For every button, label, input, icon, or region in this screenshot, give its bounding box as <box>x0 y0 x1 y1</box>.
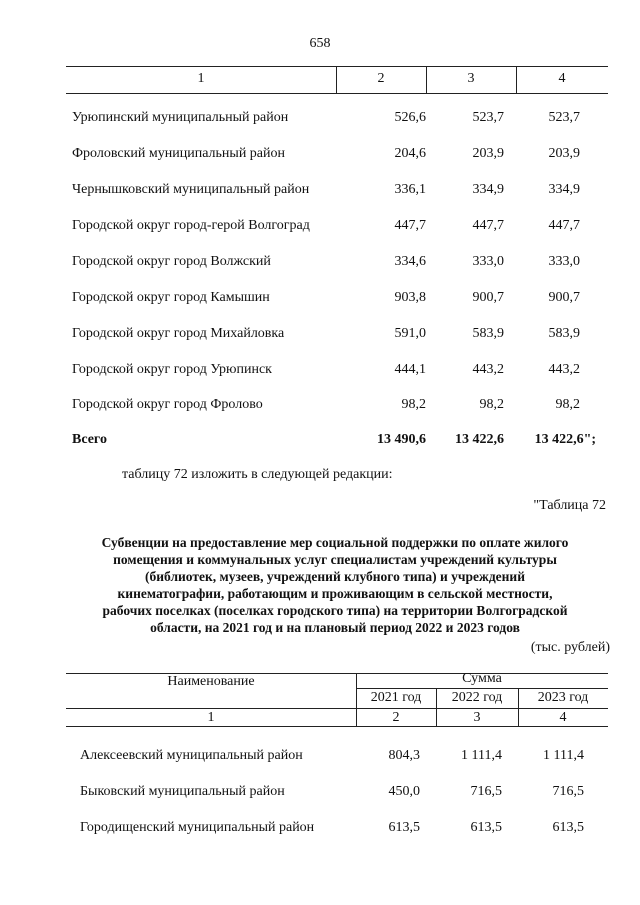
row-name: Городской округ город Урюпинск <box>72 362 272 377</box>
row-value-2023: 333,0 <box>548 254 580 269</box>
table-row <box>0 146 640 168</box>
row-value-2023: 98,2 <box>555 397 580 412</box>
row-value-2023: 447,7 <box>548 218 580 233</box>
page-number: 658 <box>309 36 331 51</box>
total-value-2021: 13 490,6 <box>377 432 426 447</box>
row-value-2023: 716,5 <box>552 784 584 799</box>
title-line: области, на 2021 год и на плановый период 2022 и 2023 годов <box>150 620 520 635</box>
row-value-2022: 583,9 <box>472 326 504 341</box>
table-row <box>0 218 640 240</box>
total-value-2022: 13 422,6 <box>455 432 504 447</box>
title-line: рабочих поселках (поселках городского типа) на территории Волгоградской <box>102 603 568 618</box>
table1-col-1: 1 <box>197 71 205 86</box>
table2-rule-years <box>66 708 608 709</box>
row-value-2021: 526,6 <box>394 110 426 125</box>
table1-col-4: 4 <box>558 71 566 86</box>
title-line: помещения и коммунальных услуг специалистам учреждений культуры <box>113 552 557 567</box>
title-line: (библиотек, музеев, учреждений клубного типа) и учреждений <box>145 569 525 584</box>
table-row <box>0 182 640 204</box>
row-name: Фроловский муниципальный район <box>72 146 286 161</box>
row-name: Чернышковский муниципальный район <box>72 182 310 197</box>
table-label: "Таблица 72 <box>533 498 606 513</box>
table-row <box>0 110 640 132</box>
table-row <box>0 326 640 348</box>
table1-col-2: 2 <box>377 71 385 86</box>
year-header-2022: 2022 год <box>451 690 503 705</box>
row-value-2023: 523,7 <box>548 110 580 125</box>
row-value-2021: 450,0 <box>388 784 420 799</box>
row-value-2022: 447,7 <box>472 218 504 233</box>
row-value-2023: 443,2 <box>548 362 580 377</box>
table2-rule-index <box>66 726 608 727</box>
table1-col-3: 3 <box>467 71 475 86</box>
row-value-2022: 203,9 <box>472 146 504 161</box>
table-row <box>0 362 640 384</box>
table-row <box>0 748 640 770</box>
row-value-2022: 523,7 <box>472 110 504 125</box>
row-value-2022: 443,2 <box>472 362 504 377</box>
row-value-2021: 804,3 <box>388 748 420 763</box>
table-row <box>0 784 640 806</box>
row-value-2021: 447,7 <box>394 218 426 233</box>
row-name: Урюпинский муниципальный район <box>72 110 289 125</box>
row-value-2021: 98,2 <box>401 397 426 412</box>
table-row <box>0 397 640 419</box>
row-value-2021: 591,0 <box>394 326 426 341</box>
row-value-2022: 613,5 <box>470 820 502 835</box>
total-label: Всего <box>72 432 107 447</box>
index-col-2: 2 <box>392 710 400 725</box>
index-col-4: 4 <box>559 710 567 725</box>
row-value-2022: 333,0 <box>472 254 504 269</box>
row-value-2021: 204,6 <box>394 146 426 161</box>
table-row <box>0 820 640 842</box>
row-name: Городищенский муниципальный район <box>80 820 315 835</box>
row-value-2023: 583,9 <box>548 326 580 341</box>
units-label: (тыс. рублей) <box>530 640 610 655</box>
row-value-2022: 716,5 <box>470 784 502 799</box>
title-line: кинематографии, работающим и проживающим в сельской местности, <box>117 586 553 601</box>
sum-header: Сумма <box>462 671 502 686</box>
table2-header <box>66 673 608 727</box>
year-header-2023: 2023 год <box>537 690 589 705</box>
total-row <box>0 432 640 454</box>
row-value-2023: 900,7 <box>548 290 580 305</box>
row-value-2022: 98,2 <box>479 397 504 412</box>
row-name: Городской округ город Камышин <box>72 290 270 305</box>
row-value-2023: 1 111,4 <box>543 748 584 763</box>
table-title <box>70 534 600 636</box>
name-header: Наименование <box>167 674 255 689</box>
row-value-2022: 900,7 <box>472 290 504 305</box>
total-value-2023: 13 422,6"; <box>534 432 596 447</box>
row-name: Быковский муниципальный район <box>80 784 285 799</box>
row-name: Городской округ город Фролово <box>72 397 263 412</box>
title-line: Субвенции на предоставление мер социальной поддержки по оплате жилого <box>101 535 569 550</box>
amendment-paragraph: таблицу 72 изложить в следующей редакции: <box>122 467 393 482</box>
table2-rule-sum <box>356 688 608 689</box>
row-name: Городской округ город Волжский <box>72 254 271 269</box>
row-value-2022: 334,9 <box>472 182 504 197</box>
row-name: Городской округ город-герой Волгоград <box>72 218 310 233</box>
table-row <box>0 290 640 312</box>
index-col-1: 1 <box>207 710 215 725</box>
row-value-2021: 336,1 <box>394 182 426 197</box>
row-value-2021: 903,8 <box>394 290 426 305</box>
row-value-2021: 334,6 <box>394 254 426 269</box>
row-value-2021: 444,1 <box>394 362 426 377</box>
table1-header <box>66 66 608 94</box>
row-value-2023: 334,9 <box>548 182 580 197</box>
row-value-2023: 613,5 <box>552 820 584 835</box>
table-row <box>0 254 640 276</box>
row-name: Алексеевский муниципальный район <box>80 748 303 763</box>
row-value-2021: 613,5 <box>388 820 420 835</box>
row-value-2022: 1 111,4 <box>461 748 502 763</box>
row-value-2023: 203,9 <box>548 146 580 161</box>
year-header-2021: 2021 год <box>370 690 422 705</box>
index-col-3: 3 <box>473 710 481 725</box>
row-name: Городской округ город Михайловка <box>72 326 285 341</box>
